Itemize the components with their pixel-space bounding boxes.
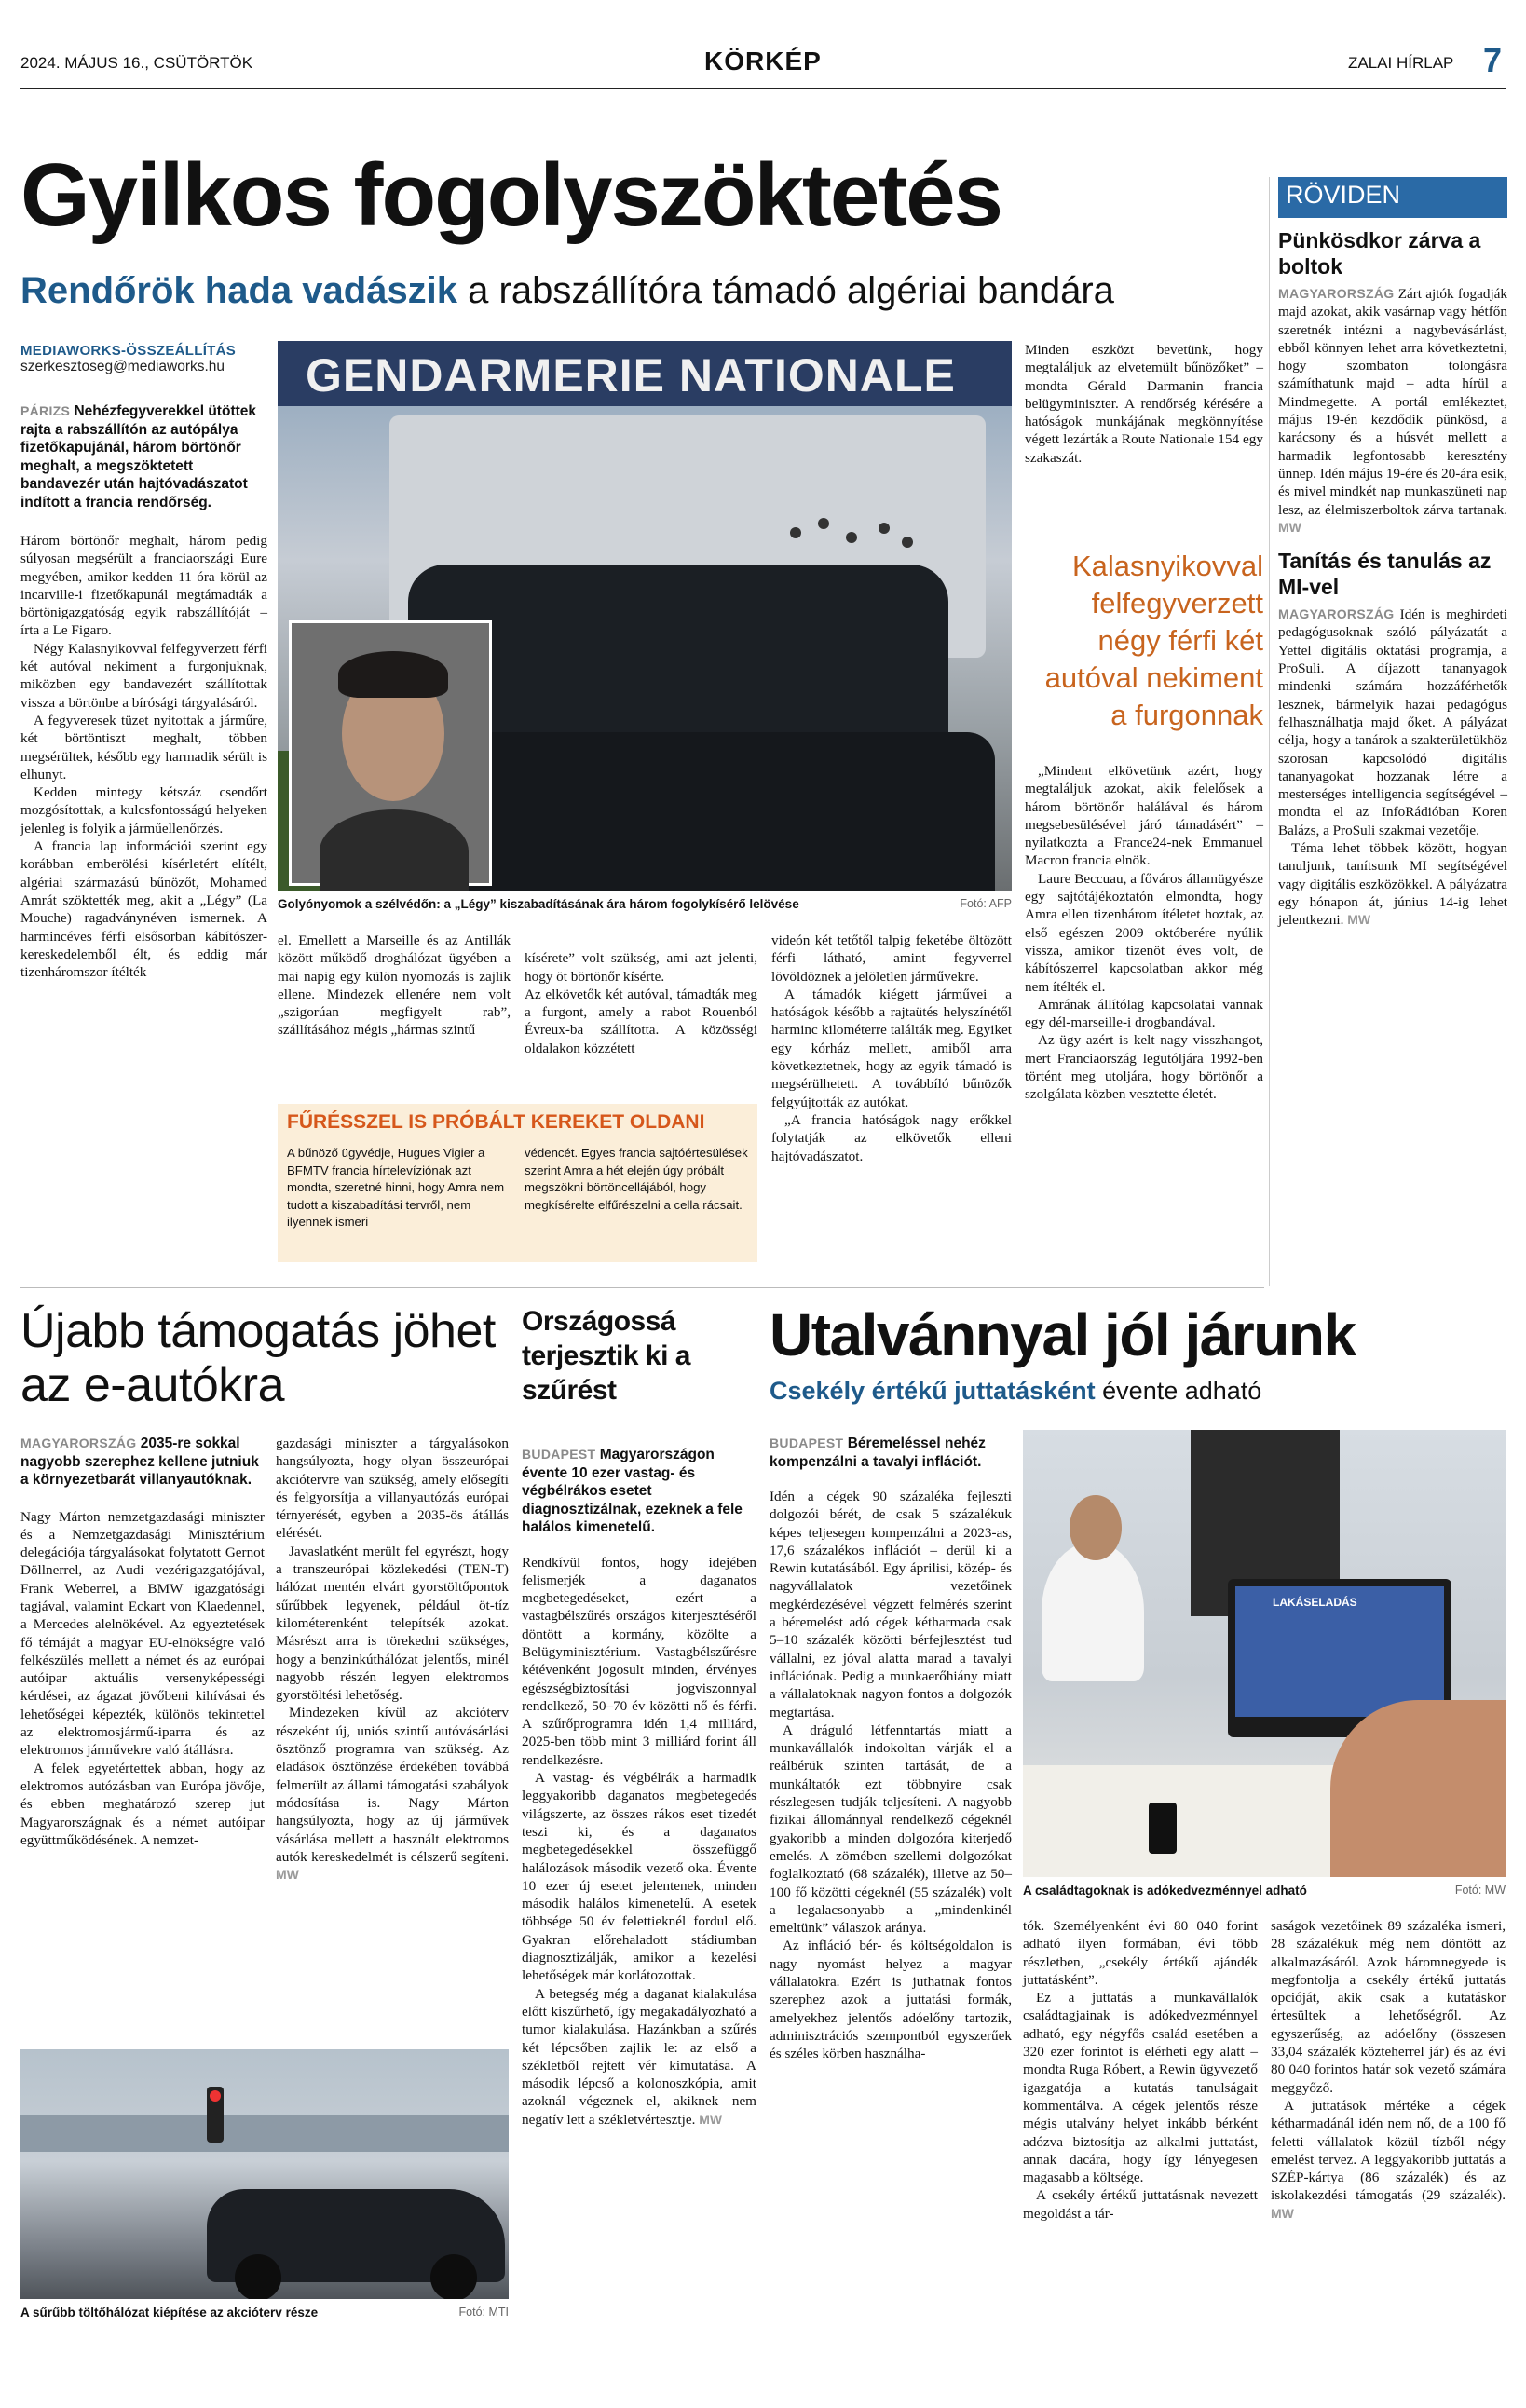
main-photo (278, 341, 1012, 891)
main-photo-credit: Fotó: AFP (960, 897, 1012, 910)
bridge-shape (20, 2115, 509, 2152)
gendarmerie-sign (278, 341, 1012, 406)
eauto-caption: A sűrűbb töltőhálózat kiépítése az akcióterv része Fotó: MTI (20, 2306, 509, 2320)
car-wheel-1 (235, 2254, 281, 2299)
front-person (1330, 1700, 1506, 1877)
info-box-title: FŰRÉSSZEL IS PRÓBÁLT KEREKET OLDANI (287, 1111, 705, 1133)
section-divider (20, 1287, 1264, 1288)
main-kicker: PÁRIZS (20, 403, 71, 418)
gendarmerie-sign-text: GENDARMERIE NATIONALE (306, 349, 956, 401)
main-lead: PÁRIZS Nehézfegyverekkel ütöttek rajta a rabszállítón az autópálya fizetőkapujánál, három börtönőr meghalt, a megszöktetett bandavezér után hajtóvadászatot indított a francia rendőrség. (20, 403, 257, 510)
byline-email: szerkesztoseg@mediaworks.hu (20, 359, 225, 374)
sidebar-item2-title: Tanítás és tanulás az MI-vel (1278, 549, 1492, 600)
traffic-light (207, 2087, 224, 2143)
main-col-5: „Mindent elkövetünk azért, hogy megtaláljuk azokat, akik felelősek a három börtönőr halálával és három megsebesülésével járó támadásért” – nyilatkozta a France24-nek Emmanuel Macron francia elnök. Laure Beccuau, a főváros államügyésze egy sajtótájékoztatón elmondta, hogy Amra ellen tizenhárom ítéletet hoztak, az első egészen 2009 októberére nyúlik vissza, amikor tizenöt éves volt, de kábítószerrel kapcsolatban akkor még nem ítélték el. Amrának állítólag kapcsolatai vannak egy dél-marseille-i drogbandával. Az ügy azért is kelt nagy visszhangot, mert Franciaország legutóljára 1992-ben történt meg utoljára, hogy börtönőr a szolgálata közben vesztette életét. (1025, 763, 1263, 1103)
main-headline: Gyilkos fogolyszöktetés (20, 145, 1001, 245)
byline (20, 343, 267, 375)
utalvany-subtitle: Csekély értékű juttatásként évente adható (770, 1377, 1262, 1405)
main-photo-caption: Golyónyomok a szélvédőn: a „Légy” kiszabadításának ára három fogolykísérő lelövése Fotó: AFP (278, 897, 1012, 911)
utalvany-photo (1023, 1430, 1506, 1877)
utalvany-headline: Utalvánnyal jól járunk (770, 1301, 1356, 1368)
main-col-1 (20, 402, 267, 981)
main-col1-p3: A fegyveresek tüzet nyitottak a járműre, két börtöntiszt meghalt, többen megsérültek, később egy harmadik sérült is elhunyt. (20, 712, 267, 782)
main-subtitle (20, 270, 1114, 312)
info-box-col1: A bűnöző ügyvédje, Hugues Vigier a BFMTV francia hírtelevíziónak azt mondta, szeretné hinni, hogy Amra nem tudott a kiszabadítási tervről, nem ilyennek ismeri (287, 1146, 505, 1229)
phone (1149, 1803, 1177, 1854)
main-subtitle-rest: a rabszállítóra támadó algériai bandára (457, 270, 1114, 311)
eauto-photo (20, 2049, 509, 2299)
utalvany-col-1: BUDAPEST Béremeléssel nehéz kompenzálni a tavalyi inflációt. Idén a cégek 90 százaléka fejleszti dolgozói bérét, de csak 5 százalékuk képes teljesegen kompenzálni a 2023-as, 17,6 százalékos inflációt – derül ki a Rewin kutatásából. Egy áprilisi, közép- és nagyvállalatok vezetőinek megkérdezésével végzett felmérés szerint a béremelést adó cégek kétharmada csak 5–10 százalék közötti bérfejlesztést tud vállalni, ez jóval alatta marad a tavalyi inflációnak. Pedig a munkaerőhiány miatt a vállalatoknak nagyon fontos a dolgozók megtartása. A dráguló létfenntartás miatt a munkavállalók indokoltan várják el a reálbérük szinten tartását, de a munkáltatók ezt többnyire csak részlegesen tudják teljesíteni. A nagyobb fizikai állománnyal rendelkező cégeknél gyakoribb a minden dolgozóra kiterjedő emelés. A zömében szellemi dolgozókat foglalkoztató (68 százalék), illetve az 50–100 fő közötti cégeknél (55 százalék) volt a legalacsonyabb a „mindenkinél emeltünk” válaszok aránya. Az infláció bér- és költségoldalon is nagy nyomást helyez a magyar vállalatokra. Ezért is juthatnak fontos szerephez azok a juttatási formák, amelyekhez jelentős adóelőny tartozik, adminisztrációs szempontból egyszerűek és széles körben használha- (770, 1435, 1012, 2062)
inset-portrait (289, 620, 492, 886)
eauto-col-2: gazdasági miniszter a tárgyalásokon hangsúlyozta, hogy olyan összeurópai akciótervre van szükség, amely elősegíti és felgyorsítja a villanyautózás európai térnyerését, egyben a 2035-ös átállás elérését. Javaslatként merült fel egyrészt, hogy a transzeurópai közlekedési (TEN-T) hálózat mentén elvárt gyorstöltőpontok sűrűbbek legyenek, például öt-tíz kilométerenként telepítsék azokat. Másrészt arra is törekedni szükséges, hogy a benzinkúthálózat jelentős, minél nagyobb részén legyen elektromos gyorstöltési lehetőség. Mindezeken kívül az akcióterv részeként új, uniós szintű autóvásárlási ösztönző programra van szükség. Az eladások ösztönzése érdekében továbbá felmerült az állami támogatási szabályok módosítása is. Nagy Márton hangsúlyozta, hogy az új járművek vásárlása mellett a használt elektromos autók kereskedelmét is célszerű segíteni. MW (276, 1435, 509, 1883)
eauto-headline: Újabb támogatás jöhet az e-autókra (20, 1304, 496, 1412)
eauto-col-1: MAGYARORSZÁG 2035-re sokkal nagyobb szerephez kellene jutniuk a környezetbarát villanyautóknak. Nagy Márton nemzetgazdasági miniszter és a Nemzetgazdasági Minisztérium delegációja tárgyalásokat folytatott Gernot Döllnerrel, az Audi vezérigazgatójával, Frank Weberrel, a BMW igazgatósági tagjával, valamint Eckart von Klaedennel, a Mercedes alelnökével. Az egyeztetések fő témáját a magyar EU-elnökségre való felkészülés mellett a német és az európai autóipar aktuális versenyképességi kérdései, az ágazat jövőbeni kihívásai és lehetőségei képezték, különös tekintettel az elektromosjármű-iparra és az elektromos járművekre való átállásra. A felek egyetértettek abban, hogy az elektromos autózásban van Európa jövője, és ebben meghatározó szerep jut Magyarországnak és a német autóipar együttműködésének. A nemzet- (20, 1435, 265, 1848)
header-rule (20, 88, 1506, 89)
utalvany-col-3: saságok vezetőinek 89 százaléka ismeri, 28 százalékuk még nem döntött az alkalmazásáról. Azok háromnegyede is megfontolja a csekély értékű juttatás opcióját, akik csak a kutatáskor értesültek a lehetőségről. Az egyszerűség, az adóelőny (összesen 33,04 százalék közteherrel jár) és az évi 80 040 forintos határ sok vezető számára meggyőző. A juttatások mértéke a cégek kétharmadánál idén nem nő, de a 100 fő feletti vállalatok közül tízből négy emelést tervez. A leggyakoribb juttatás a SZÉP-kártya (86 százalék) és az iskolakezdési támogatás (29 százalék). MW (1271, 1918, 1506, 2221)
main-col-3: kísérete” volt szükség, ami azt jelenti, hogy öt börtönőr kísérte. Az elkövetők két autóval, támadták meg a furgont, amely a rabot Rouenból Évreux-ba szállította. A közösségi oldalakon közzétett (525, 950, 757, 1056)
sidebar-item1-title: Pünkösdkor zárva a boltok (1278, 228, 1481, 279)
sidebar-item2-text: MAGYARORSZÁG Idén is meghirdeti pedagógusoknak szóló pályázatát a Yettel digitális oktatási programja, a ProSuli. A díjazott tananyagok mindenki számára hozzáférhetők lesznek, bármelyik hazai pedagógus felhasználhatja majd őket. A pályázat célja, hogy a tanárok a szakterületükhöz szorosan kapcsolódó digitális tananyagokat hozzanak létre a mesterséges intelligencia segítségével – mondta el az InfoRádióban Koren Balázs, a ProSuli szakmai vezetője. Téma lehet többek között, hogyan tanuljunk, tanítsunk MI segítségével vagy digitális eszközökkel. A pályázatra egy hónapon át, június 14-ig lehet jelentkezni. MW (1278, 606, 1507, 929)
info-box (278, 1104, 757, 1262)
person-back (1042, 1542, 1144, 1681)
bullet-holes (790, 518, 920, 555)
main-col1-p1: Három börtönőr meghalt, három pedig súlyosan megsérült a franciaországi Eure megyében, amikor kedden 11 óra körül az incarville-i fizetőkapunál megtámadták a börtönigazgatóság egyik rabszállítóját – írta a Le Figaro. (20, 533, 267, 639)
header-date: 2024. MÁJUS 16., CSÜTÖRTÖK (20, 54, 253, 72)
szures-col: BUDAPEST Magyarországon évente 10 ezer vastag- és végbélrákos esetet diagnosztizálnak, ezeknek a fele halálos kimenetelű. Rendkívül fontos, hogy idejében felismerjék a daganatos megbetegedéseket, ezért a vastagbélszűrés országos kiterjesztéséről döntött a kormány, közölte a Belügyminisztérium. Vastagbélszűrésre kétévenként jogosult minden, érvényes egészségbiztosítási jogviszonnyal rendelkező, 50–70 év közötti nő és férfi. A szűrőprogramra idén 1,4 milliárd, 2025-ben több mint 3 milliárd forint áll rendelkezésre. A vastag- és végbélrák a harmadik leggyakoribb daganatos megbetegedés világszerte, az összes rákos eset tizedét teszi ki, és a daganatos megbetegedésekkel összefüggő halálozások második vezető oka. Évente 10 ezer új esetet jelentenek, minden második halálos kimenetelű. A esetek többsége 50 év felettieknél fordul elő. Gyakran előrehaladott stádiumban diagnosztizálják, amikor a kezelési lehetőségek már korlátozottak. A betegség még a daganat kialakulása előtt kiszűrhető, így megakadályozható a tumor kialakulása. Hazánkban a szűrés két lépcsőben zajlik le: az első a székletből rejtett vér kimutatása. A második lépcső a kolonoszkópia, amit azoknál végeznek el, akiknek nem negatív lett a székletvértesztje. MW (522, 1447, 756, 2128)
byline-author: MEDIAWORKS-ÖSSZEÁLLÍTÁS (20, 343, 237, 359)
sidebar-divider (1269, 177, 1270, 1286)
main-col-4: videón két tetőtől talpig feketébe öltözött férfi látható, amint fegyverrel lövöldöznek a jelöletlen járművekre. A támadók kiégett járművei a hatóságok később a rajtaütés helyszínétől harminc kilométerre találták meg. Egyiket egy kórház mellett, amiből arra következtetnek, hogy az egyik támadó is megsérülhetett. A továbbíló bűnözők felgyújtották az autókat. „A francia hatóságok nagy erőkkel folytatják az elkövetők elleni hajtóvadászatot. (771, 932, 1012, 1164)
sidebar (1278, 177, 1507, 930)
utalvany-col-2: tók. Személyenként évi 80 040 forint adható ilyen formában, évi több részletben, „csekély értékű ajándék juttatásként”. Ez a juttatás a munkavállalók családtagjainak is adókedvezménnyel adható, egy négyfős család esetében a 320 ezer forintot is elérheti egy alatt – mondta Ruga Róbert, a Rewin ügyvezető igazgatója a kutatás tanulságait kommentálva. A cégek jelentős része mégis utalvány helyet inkább bérként adózva biztosítja az alkalmi juttatást, annak dacára, hogy így lényegesen magasabb a költsége. A csekély értékű juttatásnak nevezett megoldást a tár- (1023, 1918, 1258, 2222)
main-col-5-top: Minden eszközt bevetünk, hogy megtaláljuk az elvetemült bűnözőket” – mondta Gérald Darmanin francia belügyminiszter. A rendőrség kérésére a hatóságok munkájának megkönnyítése végett lezárták a Route Nationale 154 egy szakaszát. (1025, 342, 1263, 466)
utalvany-caption: A családtagoknak is adókedvezménnyel adható Fotó: MW (1023, 1884, 1506, 1898)
main-col1-p4: Kedden mintegy kétszáz csendőrt mozgósítottak, a kulcsfontosságú helyeken jelenleg is folyik a járműellenőrzés. (20, 784, 267, 837)
sidebar-item1-text: MAGYARORSZÁG Zárt ajtók fogadják majd azokat, akik vasárnap vagy hétfőn szeretnék intézni a nagybevásárlást, ebből könnyen lehet arra következtetni, hogy szombaton tolongásra számíthatunk majd – adta hírül a Mindmegette. A portál emlékeztet, május 19-én kezdődik pünkösd, a karácsony és a húsvét mellett a harmadik legfontosabb keresztény ünnep. Idén május 19-ére és 20-ára esik, és mivel mindkét nap munkaszüneti nap lesz, az élelmiszerboltok zárva tartanak. MW (1278, 286, 1508, 535)
szures-headline: Országossá terjesztik ki a szűrést (522, 1306, 690, 1406)
pullquote: Kalasnyikovval felfegyverzett négy férfi két autóval nekiment a furgonnak (1044, 550, 1263, 731)
main-subtitle-highlight: Rendőrök hada vadászik (20, 270, 458, 311)
main-col1-p5: A francia lap információi szerint egy korábban emberölési kísérletért elítélt, algériai származású bűnözőt, Mohamed Amrát szöktették meg, akit a „Légy” (La Mouche) ragadványnéven ismernek. A harmincéves férfi elsősorban kábítószer-kereskedelemből élt, és eddig már tizenháromszor ítélték (20, 838, 267, 981)
sidebar-heading: RÖVIDEN (1278, 177, 1507, 218)
car-wheel-2 (430, 2254, 477, 2299)
person-head (1070, 1495, 1122, 1560)
header-paper: ZALAI HÍRLAP (1348, 54, 1454, 72)
main-col-2: el. Emellett a Marseille és az Antillák között működő droghálózat ügyében a mai napig egy külön nyomozás is zajlik ellene. Mindezek ellenére nem volt „szigorúan megfigyelt rab”, szállításához mégis „hármas szintű (278, 932, 511, 1039)
header-section: KÖRKÉP (704, 47, 822, 75)
monitor-label: LAKÁSELADÁS (1273, 1596, 1357, 1609)
info-box-col2: védencét. Egyes francia sajtóértesülések szerint Amra a hét elején úgy próbált megszökni börtöncellájából, hogy megkísérelte elfűrészelni a cella rácsait. (525, 1146, 748, 1212)
header-page-number: 7 (1483, 41, 1503, 79)
main-col1-p2: Négy Kalasnyikovval felfegyverzett férfi két autóval nekiment a furgonjuknak, miközben egy bandavezért szállítottak vissza a börtönbe a bírósági tárgyalásáról. (20, 640, 267, 711)
